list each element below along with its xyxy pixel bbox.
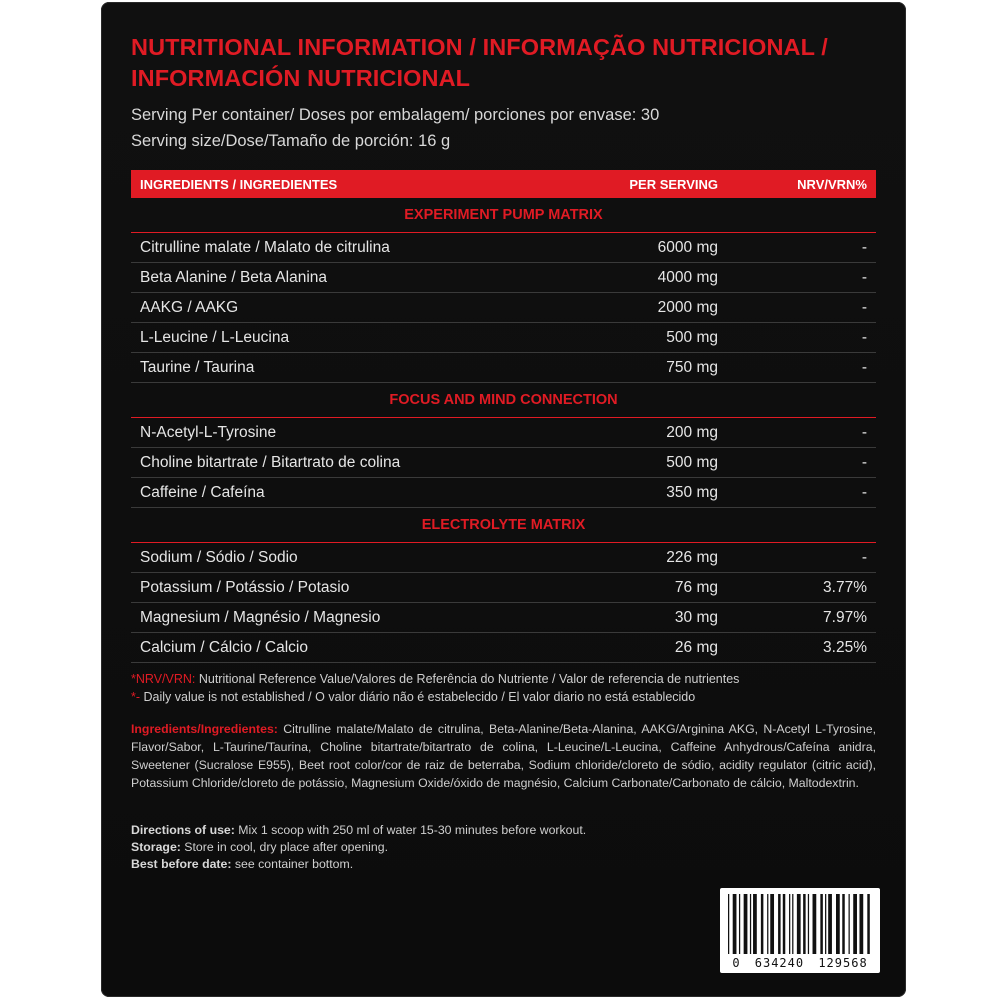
barcode-bar xyxy=(828,894,832,954)
barcode-bar xyxy=(867,894,870,954)
barcode-bar xyxy=(744,894,748,954)
barcode-bar xyxy=(783,894,786,954)
nrv-footnote-key: *NRV/VRN: xyxy=(131,672,196,686)
section-header: ELECTROLYTE MATRIX xyxy=(131,508,876,543)
table-row xyxy=(131,603,876,633)
barcode-bar xyxy=(808,894,809,954)
ingredient-amount: 76 mg xyxy=(674,578,718,596)
storage xyxy=(131,839,876,856)
ingredient-amount: 200 mg xyxy=(666,423,718,441)
ingredient-amount: 350 mg xyxy=(666,483,718,501)
barcode-number: 0 634240 129568 xyxy=(732,956,868,970)
ingredient-name: Calcium / Cálcio / Calcio xyxy=(140,638,308,656)
barcode-bar xyxy=(836,894,840,954)
section-header: EXPERIMENT PUMP MATRIX xyxy=(131,198,876,233)
best-before-label: Best before date: xyxy=(131,857,232,871)
directions-label: Directions of use: xyxy=(131,823,235,837)
table-row xyxy=(131,543,876,573)
ingredient-nrv: - xyxy=(861,298,867,316)
daily-footnote-key: *- xyxy=(131,690,141,704)
ingredient-amount: 26 mg xyxy=(674,638,718,656)
ingredient-amount: 30 mg xyxy=(674,608,718,626)
ingredient-name: Citrulline malate / Malato de citrulina xyxy=(140,238,390,256)
ingredient-amount: 750 mg xyxy=(666,358,718,376)
ingredient-amount: 2000 mg xyxy=(657,298,718,316)
ingredient-name: Sodium / Sódio / Sodio xyxy=(140,548,298,566)
barcode-bar xyxy=(842,894,845,954)
barcode-bars xyxy=(728,894,872,954)
ingredient-name: N-Acetyl-L-Tyrosine xyxy=(140,423,277,441)
ingredient-name: Magnesium / Magnésio / Magnesio xyxy=(140,608,381,626)
ingredient-name: AAKG / AAKG xyxy=(140,298,239,316)
barcode-bar xyxy=(789,894,790,954)
section-header: FOCUS AND MIND CONNECTION xyxy=(131,383,876,418)
barcode xyxy=(720,888,880,973)
ingredient-nrv: 3.77% xyxy=(823,578,867,596)
nrv-footnote xyxy=(131,670,876,688)
table-row xyxy=(131,293,876,323)
ingredient-amount: 6000 mg xyxy=(657,238,718,256)
table-row xyxy=(131,418,876,448)
ingredient-nrv: - xyxy=(861,268,867,286)
table-row xyxy=(131,478,876,508)
ingredients-list xyxy=(131,720,876,792)
barcode-bar xyxy=(761,894,764,954)
daily-value-footnote xyxy=(131,688,876,706)
ingredient-nrv: - xyxy=(861,328,867,346)
barcode-bar xyxy=(803,894,806,954)
barcode-bar xyxy=(750,894,751,954)
barcode-bar xyxy=(825,894,826,954)
nutrition-table xyxy=(131,170,876,663)
barcode-bar xyxy=(753,894,757,954)
best-before-text: see container bottom. xyxy=(231,857,354,871)
nrv-footnote-text: Nutritional Reference Value/Valores de Referência do Nutriente / Valor de referencia de nutrientes xyxy=(195,672,740,686)
table-row xyxy=(131,263,876,293)
barcode-bar xyxy=(849,894,850,954)
serving-size: Serving size/Dose/Tamaño de porción: 16 g xyxy=(131,132,451,150)
nutrition-label-panel xyxy=(101,2,906,997)
ingredient-nrv: - xyxy=(861,548,867,566)
header-per-serving: PER SERVING xyxy=(629,176,718,192)
ingredient-name: Choline bitartrate / Bitartrato de colina xyxy=(140,453,401,471)
daily-footnote-text: Daily value is not established / O valor diário não é estabelecido / El valor diario no está establecido xyxy=(140,690,696,704)
table-row xyxy=(131,233,876,263)
barcode-bar xyxy=(797,894,801,954)
barcode-bar xyxy=(733,894,737,954)
ingredient-nrv: - xyxy=(861,358,867,376)
ingredients-label: Ingredients/Ingredientes: xyxy=(131,722,278,736)
table-row xyxy=(131,323,876,353)
header-ingredients: INGREDIENTS / INGREDIENTES xyxy=(140,176,338,192)
ingredient-nrv: - xyxy=(861,423,867,441)
directions-text: Mix 1 scoop with 250 ml of water 15-30 minutes before workout. xyxy=(234,823,587,837)
table-row xyxy=(131,448,876,478)
ingredient-nrv: - xyxy=(861,453,867,471)
directions-block xyxy=(131,822,876,873)
directions-of-use xyxy=(131,822,876,839)
barcode-bar xyxy=(820,894,823,954)
barcode-bar xyxy=(728,894,729,954)
barcode-bar xyxy=(859,894,863,954)
barcode-bar xyxy=(770,894,774,954)
ingredient-amount: 4000 mg xyxy=(657,268,718,286)
barcode-bar xyxy=(778,894,781,954)
ingredient-name: Beta Alanine / Beta Alanina xyxy=(140,268,328,286)
best-before xyxy=(131,856,876,873)
header-nrv: NRV/VRN% xyxy=(797,176,867,192)
barcode-bar xyxy=(739,894,740,954)
ingredient-name: L-Leucine / L-Leucina xyxy=(140,328,290,346)
ingredient-nrv: 3.25% xyxy=(823,638,867,656)
barcode-bar xyxy=(853,894,857,954)
ingredient-amount: 226 mg xyxy=(666,548,718,566)
barcode-bar xyxy=(792,894,793,954)
footnotes xyxy=(131,670,876,706)
ingredient-nrv: - xyxy=(861,483,867,501)
table-row xyxy=(131,573,876,603)
servings-per-container: Serving Per container/ Doses por embalagem/ porciones por envase: 30 xyxy=(131,106,660,124)
label-title: NUTRITIONAL INFORMATION / INFORMAÇÃO NUTRICIONAL / INFORMACIÓN NUTRICIONAL xyxy=(131,34,828,91)
table-row xyxy=(131,353,876,383)
ingredient-nrv: - xyxy=(861,238,867,256)
ingredient-name: Caffeine / Cafeína xyxy=(140,483,265,501)
ingredient-name: Potassium / Potássio / Potasio xyxy=(140,578,350,596)
ingredient-amount: 500 mg xyxy=(666,453,718,471)
storage-text: Store in cool, dry place after opening. xyxy=(180,840,389,854)
barcode-bar xyxy=(767,894,768,954)
ingredient-nrv: 7.97% xyxy=(823,608,867,626)
ingredient-amount: 500 mg xyxy=(666,328,718,346)
table-row xyxy=(131,633,876,663)
table-header xyxy=(131,170,876,198)
storage-label: Storage: xyxy=(131,840,181,854)
barcode-bar xyxy=(813,894,817,954)
ingredients-text: Citrulline malate/Malato de citrulina, Beta-Alanine/Beta-Alanina, AAKG/Arginina AKG, N-Acetyl L-Tyrosine, Flavor/Sabor, L-Taurine/Taurina, Choline bitartrate/bitartrato de colina, L-Leucine/L-Leucina, Caffeine Anhydrous/Cafeína anidra, Sweetener (Sucralose E955), Beet root color/cor de raiz de beterraba, Sodium chloride/cloreto de sódio, acidity regulator (citric acid), Potassium Chloride/cloreto de potássio, Magnesium Oxide/óxido de magnésio, Calcium Carbonate/Carbonato de cálcio, Maltodextrin. xyxy=(131,722,876,790)
ingredient-name: Taurine / Taurina xyxy=(140,358,255,376)
